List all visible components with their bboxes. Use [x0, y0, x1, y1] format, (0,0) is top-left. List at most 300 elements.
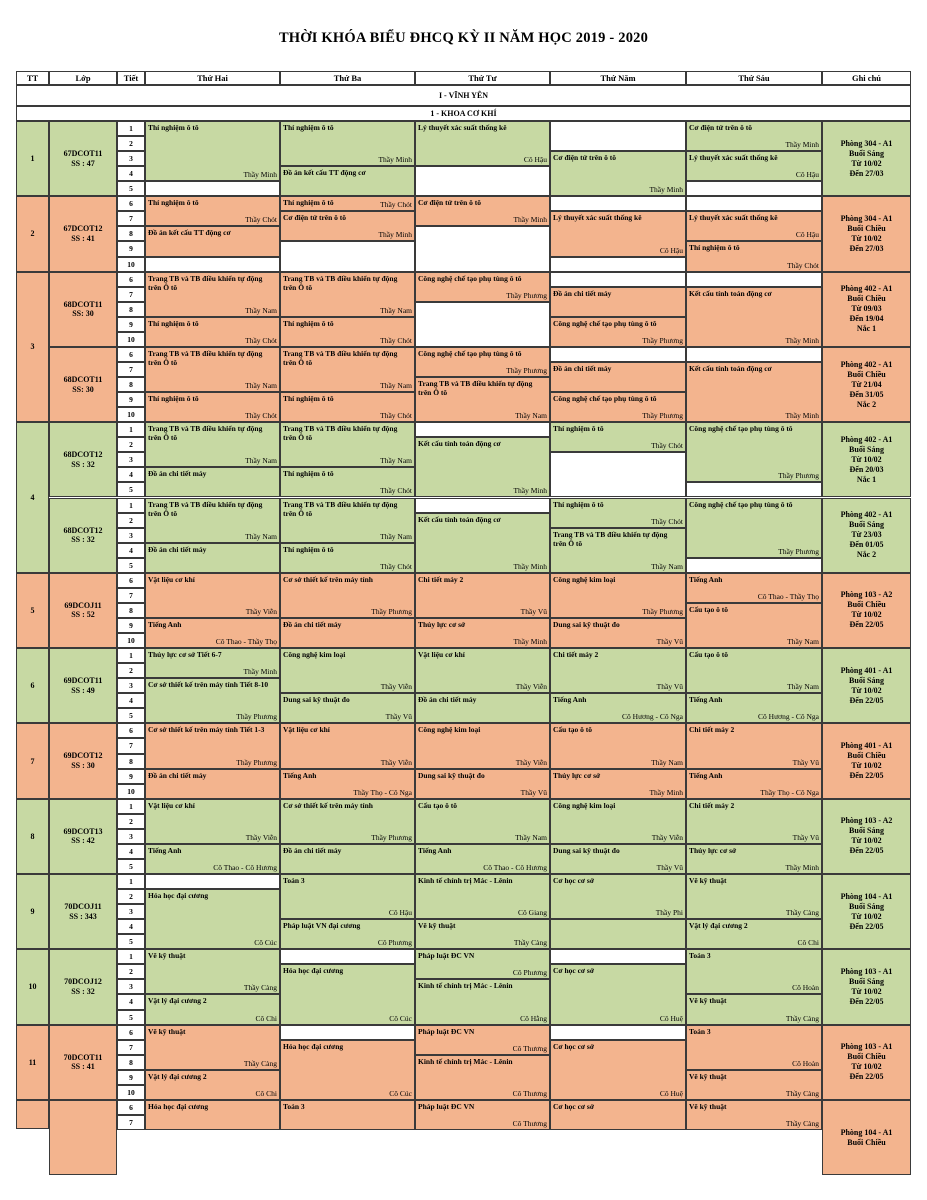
subject-name: Cấu tạo ô tô — [553, 725, 592, 735]
period-number: 9 — [117, 241, 145, 256]
note-line: Buổi Chiều — [847, 1137, 886, 1147]
subject-name: Thí nghiệm ô tô — [283, 394, 334, 404]
subject-block — [550, 874, 686, 919]
subject-block — [550, 648, 686, 693]
teacher-name: Cô Phương — [377, 938, 412, 948]
schedule-note — [822, 347, 911, 422]
class-code: 68DCOT11 — [63, 299, 103, 309]
schedule-note — [822, 723, 911, 798]
note-line: Phòng 402 - A1 — [840, 359, 893, 369]
teacher-name: Thầy Viễn — [515, 757, 547, 767]
note-line: Từ 10/02 — [851, 610, 882, 620]
subject-block — [145, 498, 280, 543]
note-line: Nắc 2 — [856, 399, 877, 409]
subject-block — [145, 1100, 280, 1130]
note-line: Buổi Sáng — [849, 675, 884, 685]
period-number: 5 — [117, 181, 145, 196]
note-line: Phòng 402 - A1 — [840, 284, 893, 294]
subject-block — [280, 1040, 415, 1100]
class-size: SS : 30 — [71, 761, 95, 771]
teacher-name: Thầy Chót — [245, 215, 277, 225]
subject-block — [280, 573, 415, 618]
teacher-name: Cô Thao - Thầy Thọ — [757, 591, 819, 601]
subject-block — [550, 693, 686, 723]
subject-name: Công nghệ kim loại — [553, 800, 616, 810]
schedule-note — [822, 573, 911, 648]
period-number: 5 — [117, 859, 145, 874]
teacher-name: Cô Thương — [512, 1119, 547, 1128]
period-number: 2 — [117, 964, 145, 979]
class-size: SS : 41 — [71, 1062, 95, 1072]
subject-block — [686, 603, 822, 648]
class-name-cell — [49, 573, 117, 648]
subject-block — [145, 347, 280, 392]
column-header: Lớp — [49, 71, 117, 85]
subject-name: Thủy lực cơ sở — [553, 770, 601, 780]
subject-block — [145, 949, 280, 994]
subject-name: Pháp luật ĐC VN — [418, 1026, 475, 1036]
teacher-name: Thầy Chót — [380, 411, 412, 421]
class-name-cell — [49, 196, 117, 271]
subject-name: Cơ học cơ sở — [553, 1101, 594, 1111]
subject-name: Dung sai kỹ thuật đo — [283, 695, 350, 705]
teacher-name: Thầy Minh — [785, 335, 819, 345]
subject-block — [280, 121, 415, 166]
note-line: Buổi Chiều — [847, 600, 886, 610]
subject-name: Hóa học đại cương — [283, 1041, 344, 1051]
subject-block — [550, 317, 686, 347]
note-line: Phòng 103 - A2 — [840, 816, 893, 826]
teacher-name: Thầy Nam — [787, 682, 819, 692]
group-number: 9 — [16, 874, 49, 949]
period-number: 8 — [117, 226, 145, 241]
subject-block — [280, 166, 415, 196]
subject-block — [415, 1025, 550, 1055]
note-line: Phòng 402 - A1 — [840, 434, 893, 444]
class-code: 70DCOT11 — [63, 1052, 103, 1062]
subject-block — [415, 1055, 550, 1100]
teacher-name: Thầy Viễn — [245, 606, 277, 616]
schedule-note — [822, 498, 911, 573]
subject-name: Trang TB và TB điều khiển tự động trên Ô tô — [148, 273, 263, 292]
teacher-name: Thầy Càng — [785, 1088, 819, 1098]
subject-name: Công nghệ chế tạo phụ tùng ô tô — [689, 424, 793, 434]
note-line: Từ 10/02 — [851, 761, 882, 771]
subject-block — [415, 121, 550, 166]
subject-block — [280, 392, 415, 422]
teacher-name: Thầy Phương — [506, 366, 547, 375]
subject-block — [550, 211, 686, 256]
teacher-name: Thầy Minh — [243, 667, 277, 677]
column-header: Thứ Sáu — [686, 71, 822, 85]
subject-block — [550, 769, 686, 799]
subject-block — [415, 693, 550, 723]
period-number: 4 — [117, 844, 145, 859]
subject-name: Lý thuyết xác suất thống kê — [689, 153, 778, 163]
teacher-name: Cô Hương - Cô Nga — [758, 712, 819, 722]
teacher-name: Cô Hoàn — [792, 1058, 819, 1068]
column-header: Thứ Năm — [550, 71, 686, 85]
subject-block — [415, 919, 550, 949]
subject-name: Kinh tế chính trị Mác - Lênin — [418, 876, 513, 885]
note-line: Từ 10/02 — [851, 158, 882, 168]
period-number: 6 — [117, 196, 145, 211]
empty-slot — [415, 498, 550, 513]
subject-block — [145, 723, 280, 768]
subject-block — [415, 799, 550, 844]
teacher-name: Thầy Minh — [513, 637, 547, 647]
teacher-name: Thầy Chót — [380, 335, 412, 345]
subject-name: Đồ án chi tiết máy — [148, 544, 207, 554]
teacher-name: Thầy Chót — [245, 411, 277, 421]
subject-block — [280, 723, 415, 768]
subject-block — [686, 287, 822, 347]
subject-block — [145, 422, 280, 467]
note-line: Từ 10/02 — [851, 911, 882, 921]
period-number: 8 — [117, 754, 145, 769]
note-line: Buổi Sáng — [849, 444, 884, 454]
subject-block — [280, 618, 415, 648]
subject-name: Cơ điện tử trên ô tô — [689, 123, 753, 132]
subject-name: Đồ án kết cấu TT động cơ — [283, 168, 366, 178]
subject-name: Thí nghiệm ô tô — [283, 318, 334, 328]
teacher-name: Cô Hậu — [659, 245, 683, 255]
subject-name: Toán 3 — [283, 1101, 305, 1111]
subject-block — [280, 347, 415, 392]
teacher-name: Thầy Nam — [380, 531, 412, 541]
class-code: 68DCOT11 — [63, 374, 103, 384]
subject-block — [415, 347, 550, 377]
teacher-name: Cô Hương - Cô Nga — [622, 712, 683, 722]
note-line: Buổi Chiều — [847, 369, 886, 379]
class-code: 70DCOJ11 — [64, 902, 102, 912]
teacher-name: Thầy Minh — [513, 561, 547, 571]
teacher-name: Thầy Chót — [245, 335, 277, 345]
teacher-name: Cô Phương — [512, 968, 547, 978]
class-size: SS : 41 — [71, 233, 95, 243]
class-code: 68DCOT12 — [63, 525, 103, 535]
period-number: 6 — [117, 723, 145, 738]
teacher-name: Thầy Nam — [380, 381, 412, 391]
teacher-name: Thầy Minh — [513, 486, 547, 496]
subject-block — [280, 211, 415, 241]
subject-name: Thí nghiệm ô tô — [148, 394, 199, 404]
note-line: Đến 22/05 — [849, 771, 884, 781]
teacher-name: Thầy Thọ - Cô Nga — [760, 787, 819, 797]
subject-block — [415, 949, 550, 979]
teacher-name: Cô Hậu — [795, 170, 819, 180]
period-number: 6 — [117, 1025, 145, 1040]
teacher-name: Thầy Vũ — [656, 862, 683, 872]
subject-name: Vẽ kỹ thuật — [689, 1101, 727, 1111]
subject-block — [686, 1070, 822, 1100]
class-code: 67DCOT11 — [63, 149, 103, 159]
period-number: 10 — [117, 1085, 145, 1100]
empty-slot — [415, 422, 550, 437]
subject-block — [550, 1100, 686, 1130]
subject-name: Lý thuyết xác suất thống kê — [553, 213, 642, 223]
period-number: 3 — [117, 151, 145, 166]
subject-block — [145, 994, 280, 1024]
subject-block — [280, 1100, 415, 1130]
class-size: SS : 49 — [71, 685, 95, 695]
teacher-name: Thầy Càng — [513, 938, 547, 948]
note-line: Phòng 103 - A1 — [840, 966, 893, 976]
subject-block — [550, 919, 686, 949]
teacher-name: Thầy Nam — [245, 381, 277, 391]
subject-name: Thí nghiệm ô tô — [553, 424, 604, 434]
teacher-name: Thầy Minh — [243, 170, 277, 180]
class-code: 70DCOJ12 — [64, 977, 102, 987]
subject-block — [145, 618, 280, 648]
subject-name: Kết cấu tính toán động cơ — [418, 439, 501, 449]
subject-name: Công nghệ kim loại — [553, 574, 616, 584]
subject-block — [686, 769, 822, 799]
teacher-name: Thầy Nam — [380, 456, 412, 466]
note-line: Buổi Sáng — [849, 826, 884, 836]
period-number: 5 — [117, 1010, 145, 1025]
period-number: 9 — [117, 1070, 145, 1085]
subject-block — [280, 317, 415, 347]
teacher-name: Thầy Vũ — [792, 832, 819, 842]
note-line: Đến 22/05 — [849, 921, 884, 931]
teacher-name: Thầy Nam — [245, 531, 277, 541]
teacher-name: Thầy Càng — [785, 1013, 819, 1023]
teacher-name: Cô Chi — [255, 1013, 277, 1023]
class-name-cell — [49, 347, 117, 422]
teacher-name: Cô Thao - Cô Hương — [483, 862, 547, 872]
empty-slot — [280, 1025, 415, 1040]
subject-block — [550, 844, 686, 874]
column-header: Thứ Tư — [415, 71, 550, 85]
class-name-cell — [49, 498, 117, 573]
subject-name: Lý thuyết xác suất thống kê — [689, 213, 778, 223]
note-line: Từ 10/02 — [851, 1062, 882, 1072]
class-name-cell — [49, 422, 117, 497]
empty-slot — [550, 121, 686, 151]
subject-block — [686, 723, 822, 768]
subject-block — [686, 1025, 822, 1070]
note-line: Đến 22/05 — [849, 620, 884, 630]
period-number: 9 — [117, 392, 145, 407]
teacher-name: Thầy Minh — [378, 230, 412, 240]
subject-block — [415, 573, 550, 618]
subject-name: Vẽ kỹ thuật — [148, 951, 186, 961]
empty-slot — [550, 347, 686, 362]
empty-slot — [550, 257, 686, 272]
subject-name: Cơ sở thiết kế trên máy tính Tiết 1-3 — [148, 725, 265, 735]
note-line: Đến 31/05 — [849, 389, 884, 399]
teacher-name: Thầy Minh — [785, 862, 819, 872]
period-number: 2 — [117, 136, 145, 151]
group-number: 1 — [16, 121, 49, 196]
teacher-name: Thầy Phương — [642, 335, 683, 345]
schedule-note — [822, 272, 911, 347]
subject-name: Vật liệu cơ khí — [283, 725, 330, 735]
period-number: 2 — [117, 889, 145, 904]
subject-block — [550, 287, 686, 317]
subject-block — [145, 272, 280, 317]
empty-slot — [550, 272, 686, 287]
subject-name: Công nghệ kim loại — [418, 725, 481, 735]
subject-name: Cơ điện tử trên ô tô — [283, 213, 347, 223]
teacher-name: Thầy Phương — [236, 757, 277, 767]
period-number: 10 — [117, 332, 145, 347]
subject-block — [550, 618, 686, 648]
note-line: Buổi Sáng — [849, 901, 884, 911]
class-code: 69DCOT12 — [63, 751, 103, 761]
period-number: 7 — [117, 1115, 145, 1130]
note-line: Buổi Chiều — [847, 294, 886, 304]
teacher-name: Thầy Phi — [655, 908, 683, 918]
teacher-name: Cô Thao - Thầy Thọ — [215, 637, 277, 647]
subject-name: Trang TB và TB điều khiển tự động trên Ô tô — [148, 348, 263, 367]
subject-name: Vẽ kỹ thuật — [689, 1071, 727, 1081]
subject-name: Đồ án kết cấu TT động cơ — [148, 228, 231, 238]
teacher-name: Thầy Nam — [515, 411, 547, 421]
teacher-name: Thầy Nam — [245, 305, 277, 315]
subject-name: Dung sai kỹ thuật đo — [553, 845, 620, 855]
note-line: Phòng 103 - A2 — [840, 590, 893, 600]
group-number: 4 — [16, 422, 49, 573]
subject-name: Hóa học đại cương — [283, 966, 344, 976]
subject-name: Tiếng Anh — [148, 845, 182, 855]
group-number: 5 — [16, 573, 49, 648]
teacher-name: Cô Thao - Cô Hương — [213, 862, 277, 872]
subject-name: Cơ học cơ sở — [553, 966, 594, 976]
class-size: SS: 30 — [72, 309, 94, 319]
subject-name: Kết cấu tính toán động cơ — [689, 363, 772, 373]
subject-name: Cơ sở thiết kế trên máy tính — [283, 574, 373, 584]
subject-block — [415, 979, 550, 1024]
subject-block — [686, 151, 822, 181]
subject-block — [550, 528, 686, 573]
teacher-name: Thầy Chót — [787, 260, 819, 270]
subject-block — [686, 211, 822, 241]
period-number: 1 — [117, 874, 145, 889]
subject-name: Vật liệu cơ khí — [418, 650, 465, 660]
subject-block — [145, 844, 280, 874]
empty-slot — [280, 241, 415, 271]
subject-block — [415, 874, 550, 919]
subject-name: Thí nghiệm ô tô — [283, 544, 334, 554]
column-header: Ghi chú — [822, 71, 911, 85]
subject-block — [145, 392, 280, 422]
class-code: 69DCOT13 — [63, 826, 103, 836]
teacher-name: Thầy Vũ — [520, 787, 547, 797]
period-number: 10 — [117, 257, 145, 272]
subject-block — [145, 121, 280, 181]
subject-name: Đồ án chi tiết máy — [418, 695, 477, 705]
faculty-section-row: 1 - KHOA CƠ KHÍ — [16, 106, 911, 121]
note-line: Phòng 304 - A1 — [840, 213, 893, 223]
subject-name: Trang TB và TB điều khiển tự động trên Ô tô — [148, 424, 263, 443]
period-number: 2 — [117, 663, 145, 678]
note-line: Buổi Chiều — [847, 751, 886, 761]
period-number: 1 — [117, 949, 145, 964]
period-number: 4 — [117, 994, 145, 1009]
teacher-name: Thầy Phương — [778, 471, 819, 481]
teacher-name: Cô Huệ — [659, 1088, 683, 1098]
subject-block — [686, 994, 822, 1024]
note-line: Phòng 401 - A1 — [840, 741, 893, 751]
period-number: 8 — [117, 377, 145, 392]
subject-block — [550, 422, 686, 452]
teacher-name: Thầy Vũ — [792, 757, 819, 767]
teacher-name: Thầy Nam — [380, 305, 412, 315]
schedule-note — [822, 422, 911, 497]
teacher-name: Cô Hoàn — [792, 983, 819, 993]
subject-name: Vẽ kỹ thuật — [148, 1026, 186, 1036]
teacher-name: Cô Huệ — [659, 1013, 683, 1023]
period-number: 1 — [117, 121, 145, 136]
period-number: 3 — [117, 979, 145, 994]
period-number: 4 — [117, 166, 145, 181]
subject-name: Toán 3 — [283, 876, 305, 885]
subject-block — [280, 498, 415, 543]
schedule-note — [822, 648, 911, 723]
subject-name: Trang TB và TB điều khiển tự động trên Ô tô — [283, 348, 398, 367]
subject-block — [415, 513, 550, 573]
teacher-name: Thầy Minh — [649, 185, 683, 195]
subject-name: Tiếng Anh — [689, 770, 723, 780]
period-number: 1 — [117, 498, 145, 513]
teacher-name: Thầy Vũ — [520, 606, 547, 616]
subject-name: Thí nghiệm ô tô — [283, 198, 334, 208]
teacher-name: Cô Thương — [512, 1088, 547, 1098]
schedule-note — [822, 1100, 911, 1175]
teacher-name: Cô Hậu — [388, 908, 412, 918]
empty-slot — [686, 347, 822, 362]
period-number: 7 — [117, 588, 145, 603]
teacher-name: Cô Cúc — [389, 1088, 412, 1098]
empty-slot — [686, 196, 822, 211]
subject-name: Tiếng Anh — [283, 770, 317, 780]
note-line: Buổi Sáng — [849, 148, 884, 158]
teacher-name: Thầy Viễn — [245, 832, 277, 842]
period-number: 8 — [117, 603, 145, 618]
group-number: 11 — [16, 1025, 49, 1100]
subject-name: Chi tiết máy 2 — [553, 650, 599, 660]
subject-name: Thí nghiệm ô tô — [689, 243, 740, 253]
subject-block — [686, 422, 822, 482]
subject-name: Thí nghiệm ô tô — [148, 198, 199, 208]
class-size: SS : 47 — [71, 158, 95, 168]
class-size: SS : 343 — [69, 911, 97, 921]
subject-name: Công nghệ kim loại — [283, 650, 346, 660]
note-line: Đến 22/05 — [849, 1072, 884, 1082]
teacher-name: Thầy Nam — [651, 561, 683, 571]
note-line: Từ 09/03 — [851, 304, 882, 314]
class-size: SS : 52 — [71, 610, 95, 620]
teacher-name: Cô Hằng — [520, 1013, 547, 1023]
subject-block — [145, 799, 280, 844]
class-name-cell — [49, 949, 117, 1024]
period-number: 6 — [117, 1100, 145, 1115]
subject-name: Đồ án chi tiết máy — [148, 770, 207, 780]
teacher-name: Thầy Chót — [380, 200, 412, 210]
note-line: Đến 27/03 — [849, 243, 884, 253]
period-number: 9 — [117, 769, 145, 784]
empty-slot — [145, 874, 280, 889]
subject-block — [280, 874, 415, 919]
subject-name: Chi tiết máy 2 — [689, 725, 735, 735]
period-number: 4 — [117, 919, 145, 934]
subject-block — [550, 362, 686, 392]
subject-name: Thí nghiệm ô tô — [283, 469, 334, 479]
subject-name: Cấu tạo ô tô — [689, 650, 728, 660]
period-number: 7 — [117, 287, 145, 302]
